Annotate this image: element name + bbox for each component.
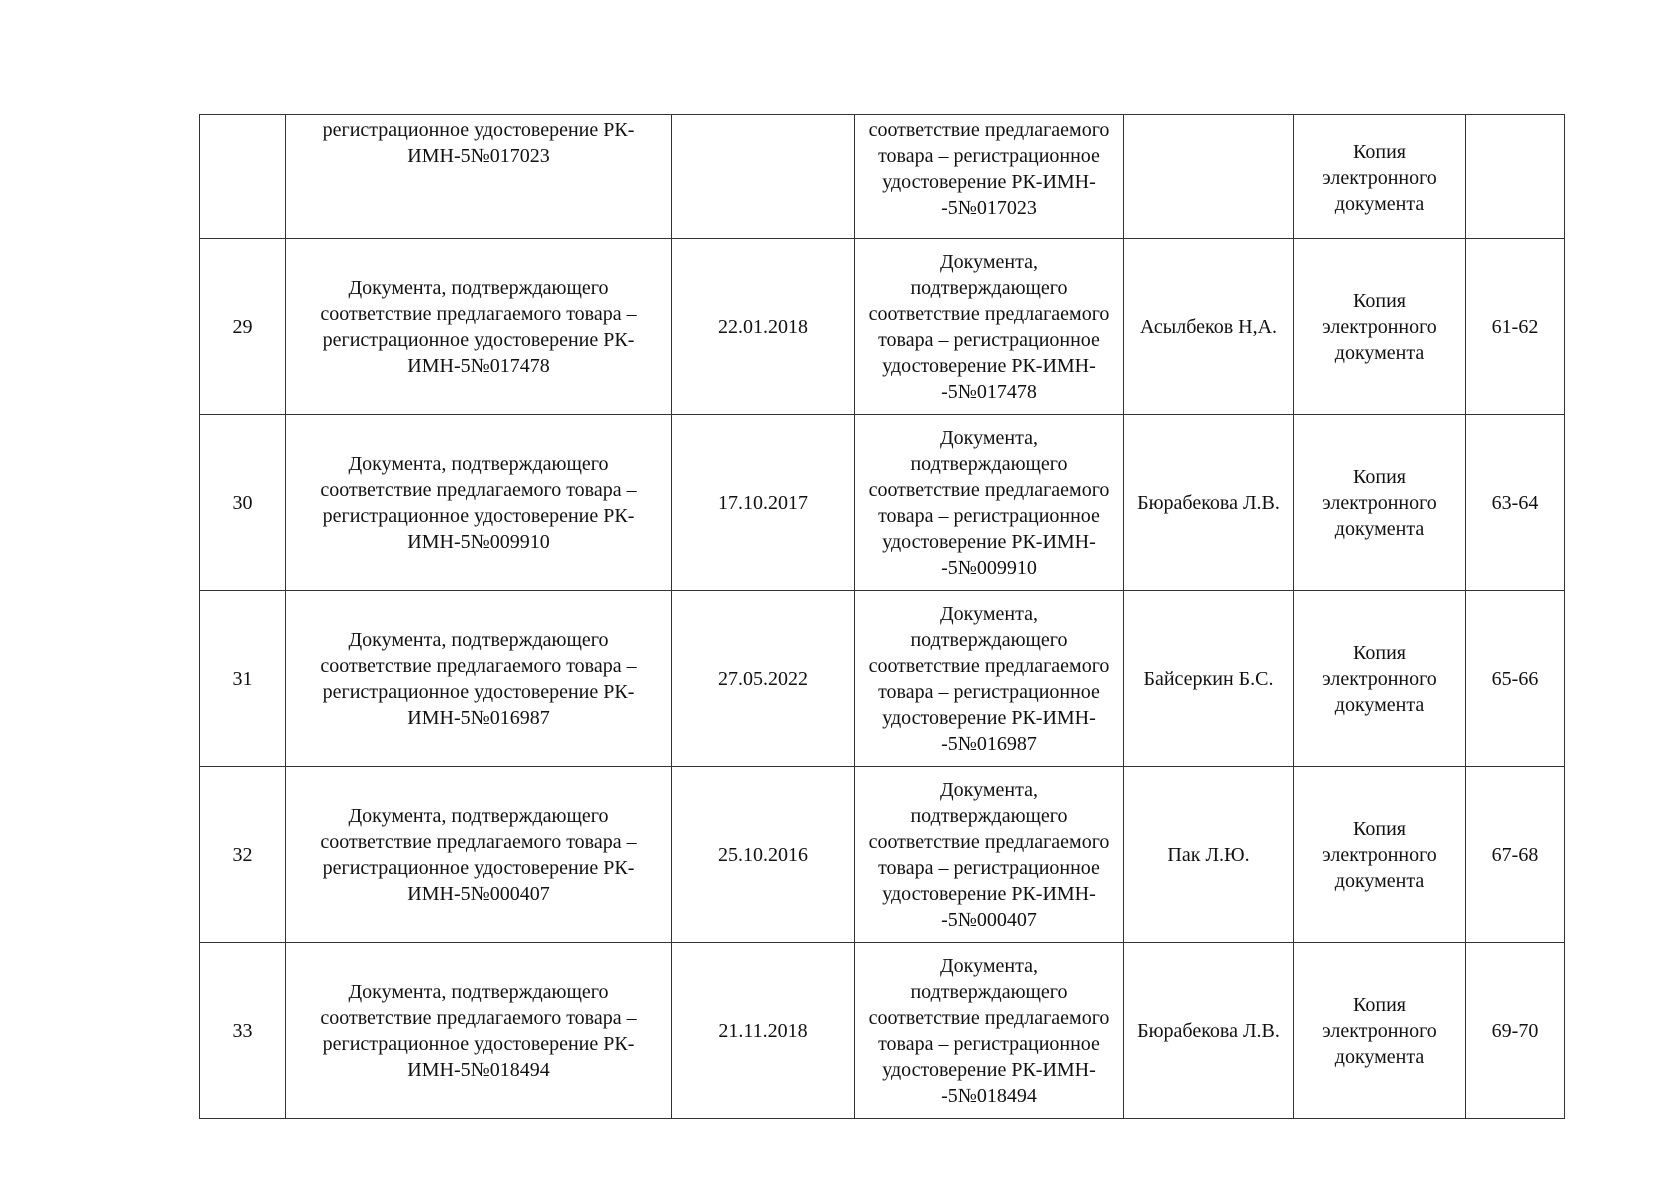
signer-cell: [1124, 239, 1294, 415]
signer-cell: [1124, 591, 1294, 767]
document-form-cell: [1294, 591, 1466, 767]
document-description-cell: [855, 115, 1124, 239]
document-date-cell: [672, 415, 855, 591]
document-form-cell: [1294, 415, 1466, 591]
page-range-cell: [1466, 415, 1565, 591]
page-range-cell: [1466, 239, 1565, 415]
document-form-cell: [1294, 943, 1466, 1119]
signer-cell: [1124, 415, 1294, 591]
page-range: 67-68: [1491, 843, 1539, 866]
document-description: соответствие предлагаемого товара – регистрационное удостоверение РК-ИМН--5№017023: [868, 119, 1110, 219]
row-number: 30: [232, 491, 253, 514]
table-row: [200, 415, 1565, 591]
row-number-cell: [200, 239, 286, 415]
signer-name: Байсеркин Б.С.: [1143, 667, 1274, 690]
signer-name: Бюрабекова Л.В.: [1137, 1019, 1280, 1042]
document-form: Копия электронного документа: [1322, 289, 1437, 364]
table-row: [200, 239, 1565, 415]
document-description: Документа, подтверждающего соответствие предлагаемого товара – регистрационное удостоверение РК-ИМН--5№009910: [868, 426, 1110, 579]
page-range-cell: [1466, 591, 1565, 767]
page-range-cell: [1466, 767, 1565, 943]
document-form: Копия электронного документа: [1322, 817, 1437, 892]
table-row-continued: [200, 115, 1565, 239]
document-date: 21.11.2018: [718, 1019, 808, 1042]
signer-cell: [1124, 943, 1294, 1119]
document-title-cell: [286, 943, 672, 1119]
document-date: 22.01.2018: [718, 315, 808, 338]
document-date-cell: [672, 943, 855, 1119]
document-title-cell: [286, 591, 672, 767]
document-form-cell: [1294, 239, 1466, 415]
document-description-cell: [855, 415, 1124, 591]
document-title: Документа, подтверждающего соответствие предлагаемого товара – регистрационное удостоверение РК-ИМН-5№016987: [320, 628, 637, 729]
row-number-cell: [200, 415, 286, 591]
signer-name: Пак Л.Ю.: [1167, 843, 1250, 866]
page-range: 61-62: [1491, 315, 1539, 338]
document-description: Документа, подтверждающего соответствие предлагаемого товара – регистрационное удостоверение РК-ИМН--5№018494: [868, 954, 1110, 1107]
document-date: 27.05.2022: [718, 667, 808, 690]
row-number-cell: [200, 767, 286, 943]
row-number: 29: [232, 315, 253, 338]
page-range-cell: [1466, 115, 1565, 239]
document-date-cell: [672, 767, 855, 943]
document-form: Копия электронного документа: [1322, 641, 1437, 716]
document-registry-table: [199, 114, 1565, 1119]
table-row: [200, 943, 1565, 1119]
document-description: Документа, подтверждающего соответствие предлагаемого товара – регистрационное удостоверение РК-ИМН--5№000407: [868, 778, 1110, 931]
document-title-cell: [286, 415, 672, 591]
document-description: Документа, подтверждающего соответствие предлагаемого товара – регистрационное удостоверение РК-ИМН--5№017478: [868, 250, 1110, 403]
row-number-cell: [200, 115, 286, 239]
document-date: 17.10.2017: [718, 491, 808, 514]
document-title: Документа, подтверждающего соответствие предлагаемого товара – регистрационное удостоверение РК-ИМН-5№017478: [320, 276, 637, 377]
page-range: 63-64: [1491, 491, 1539, 514]
document-description-cell: [855, 239, 1124, 415]
row-number: 33: [232, 1019, 253, 1042]
document-title-cell: [286, 767, 672, 943]
row-number-cell: [200, 943, 286, 1119]
document-description-cell: [855, 767, 1124, 943]
document-title: Документа, подтверждающего соответствие предлагаемого товара – регистрационное удостоверение РК-ИМН-5№000407: [320, 804, 637, 905]
document-form: Копия электронного документа: [1322, 140, 1437, 215]
document-title: Документа, подтверждающего соответствие предлагаемого товара – регистрационное удостоверение РК-ИМН-5№009910: [320, 452, 637, 553]
page-range: 69-70: [1491, 1019, 1539, 1042]
document-title-cell: [286, 239, 672, 415]
signer-name: Бюрабекова Л.В.: [1137, 491, 1280, 514]
row-number-cell: [200, 591, 286, 767]
row-number: 31: [232, 667, 253, 690]
page-range-cell: [1466, 943, 1565, 1119]
document-form: Копия электронного документа: [1322, 465, 1437, 540]
document-date-cell: [672, 115, 855, 239]
document-title-cell: [286, 115, 672, 239]
document-form-cell: [1294, 115, 1466, 239]
document-description-cell: [855, 591, 1124, 767]
document-form: Копия электронного документа: [1322, 993, 1437, 1068]
document-date-cell: [672, 591, 855, 767]
document-description: Документа, подтверждающего соответствие предлагаемого товара – регистрационное удостоверение РК-ИМН--5№016987: [868, 602, 1110, 755]
row-number: 32: [232, 843, 253, 866]
document-title: Документа, подтверждающего соответствие предлагаемого товара – регистрационное удостоверение РК-ИМН-5№018494: [320, 980, 637, 1081]
table-row: [200, 591, 1565, 767]
page-range: 65-66: [1491, 667, 1539, 690]
document-date: 25.10.2016: [718, 843, 808, 866]
signer-cell: [1124, 115, 1294, 239]
document-title: регистрационное удостоверение РК-ИМН-5№017023: [322, 119, 635, 167]
signer-name: Асылбеков Н,А.: [1139, 315, 1278, 338]
table-row: [200, 767, 1565, 943]
document-form-cell: [1294, 767, 1466, 943]
signer-cell: [1124, 767, 1294, 943]
document-description-cell: [855, 943, 1124, 1119]
document-date-cell: [672, 239, 855, 415]
